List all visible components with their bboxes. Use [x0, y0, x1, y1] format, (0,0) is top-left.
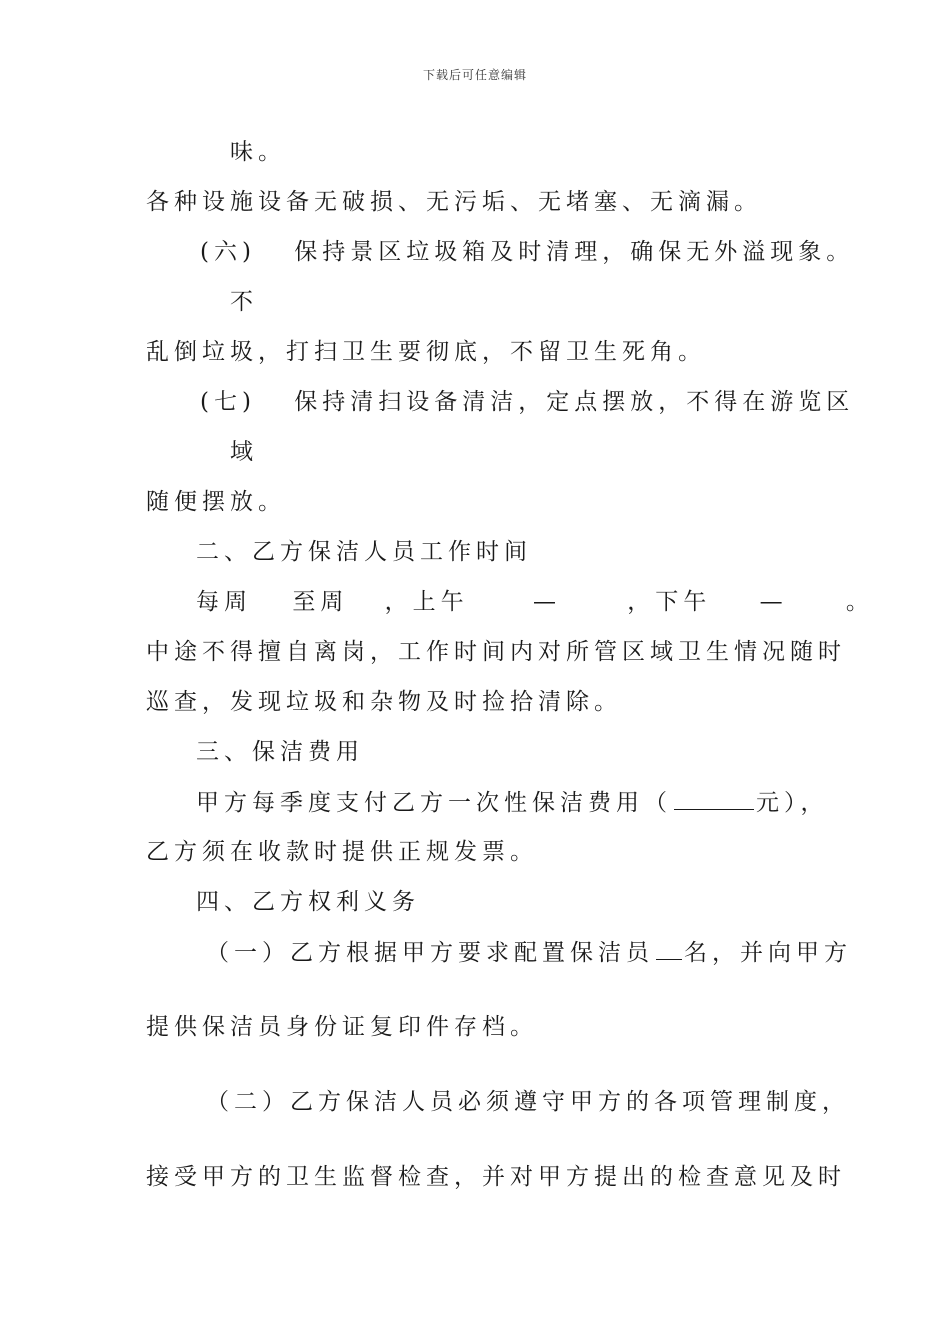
- text-segment: 。: [845, 589, 874, 615]
- text-line: 乱倒垃圾，打扫卫生要彻底，不留卫生死角。: [146, 339, 706, 365]
- text-segment: ，下午: [627, 589, 712, 615]
- fee-line: [196, 787, 829, 818]
- text-line: 味。: [230, 139, 286, 165]
- text-segment: 甲方每季度支付乙方一次性保洁费用（: [196, 790, 672, 816]
- staff-count-line: [206, 937, 852, 968]
- text-line: 巡查，发现垃圾和杂物及时捡拾清除。: [146, 689, 622, 715]
- text-segment: 元），: [756, 790, 829, 816]
- text-segment: 每周: [196, 589, 252, 615]
- text-segment: —: [532, 589, 561, 615]
- text-line: 接受甲方的卫生监督检查，并对甲方提出的检查意见及时: [146, 1164, 846, 1190]
- fee-amount-blank: [674, 787, 754, 810]
- section-heading: 二、乙方保洁人员工作时间: [196, 539, 532, 565]
- text-line-item-7: [200, 387, 854, 417]
- page-header: 下载后可任意编辑: [422, 68, 527, 82]
- text-line: 中途不得擅自离岗，工作时间内对所管区域卫生情况随时: [146, 639, 846, 665]
- section-heading: 四、乙方权利义务: [196, 889, 420, 915]
- text-segment: ，上午: [384, 589, 469, 615]
- text-segment: 至周: [292, 589, 349, 615]
- item-number: (六): [200, 239, 256, 265]
- text-segment: （一）乙方根据甲方要求配置保洁员: [206, 940, 654, 966]
- text-line: 不: [230, 289, 258, 315]
- work-hours-line: [196, 587, 874, 617]
- section-heading: 三、保洁费用: [196, 739, 364, 765]
- staff-count-blank: [656, 937, 682, 960]
- text-line: 提供保洁员身份证复印件存档。: [146, 1014, 538, 1040]
- text-line: 各种设施设备无破损、无污垢、无堵塞、无滴漏。: [146, 189, 762, 215]
- text-line: 乙方须在收款时提供正规发票。: [146, 839, 538, 865]
- text-line-item-6: [200, 237, 854, 267]
- item-text: 保持清扫设备清洁，定点摆放，不得在游览区: [294, 389, 855, 415]
- text-line: 随便摆放。: [146, 489, 286, 515]
- text-line: （二）乙方保洁人员必须遵守甲方的各项管理制度，: [206, 1089, 850, 1115]
- item-text: 保持景区垃圾箱及时清理，确保无外溢现象。: [294, 239, 855, 265]
- text-segment: —: [759, 589, 788, 615]
- item-number: (七): [200, 389, 256, 415]
- text-segment: 名，并向甲方: [684, 940, 852, 966]
- text-line: 域: [230, 439, 258, 465]
